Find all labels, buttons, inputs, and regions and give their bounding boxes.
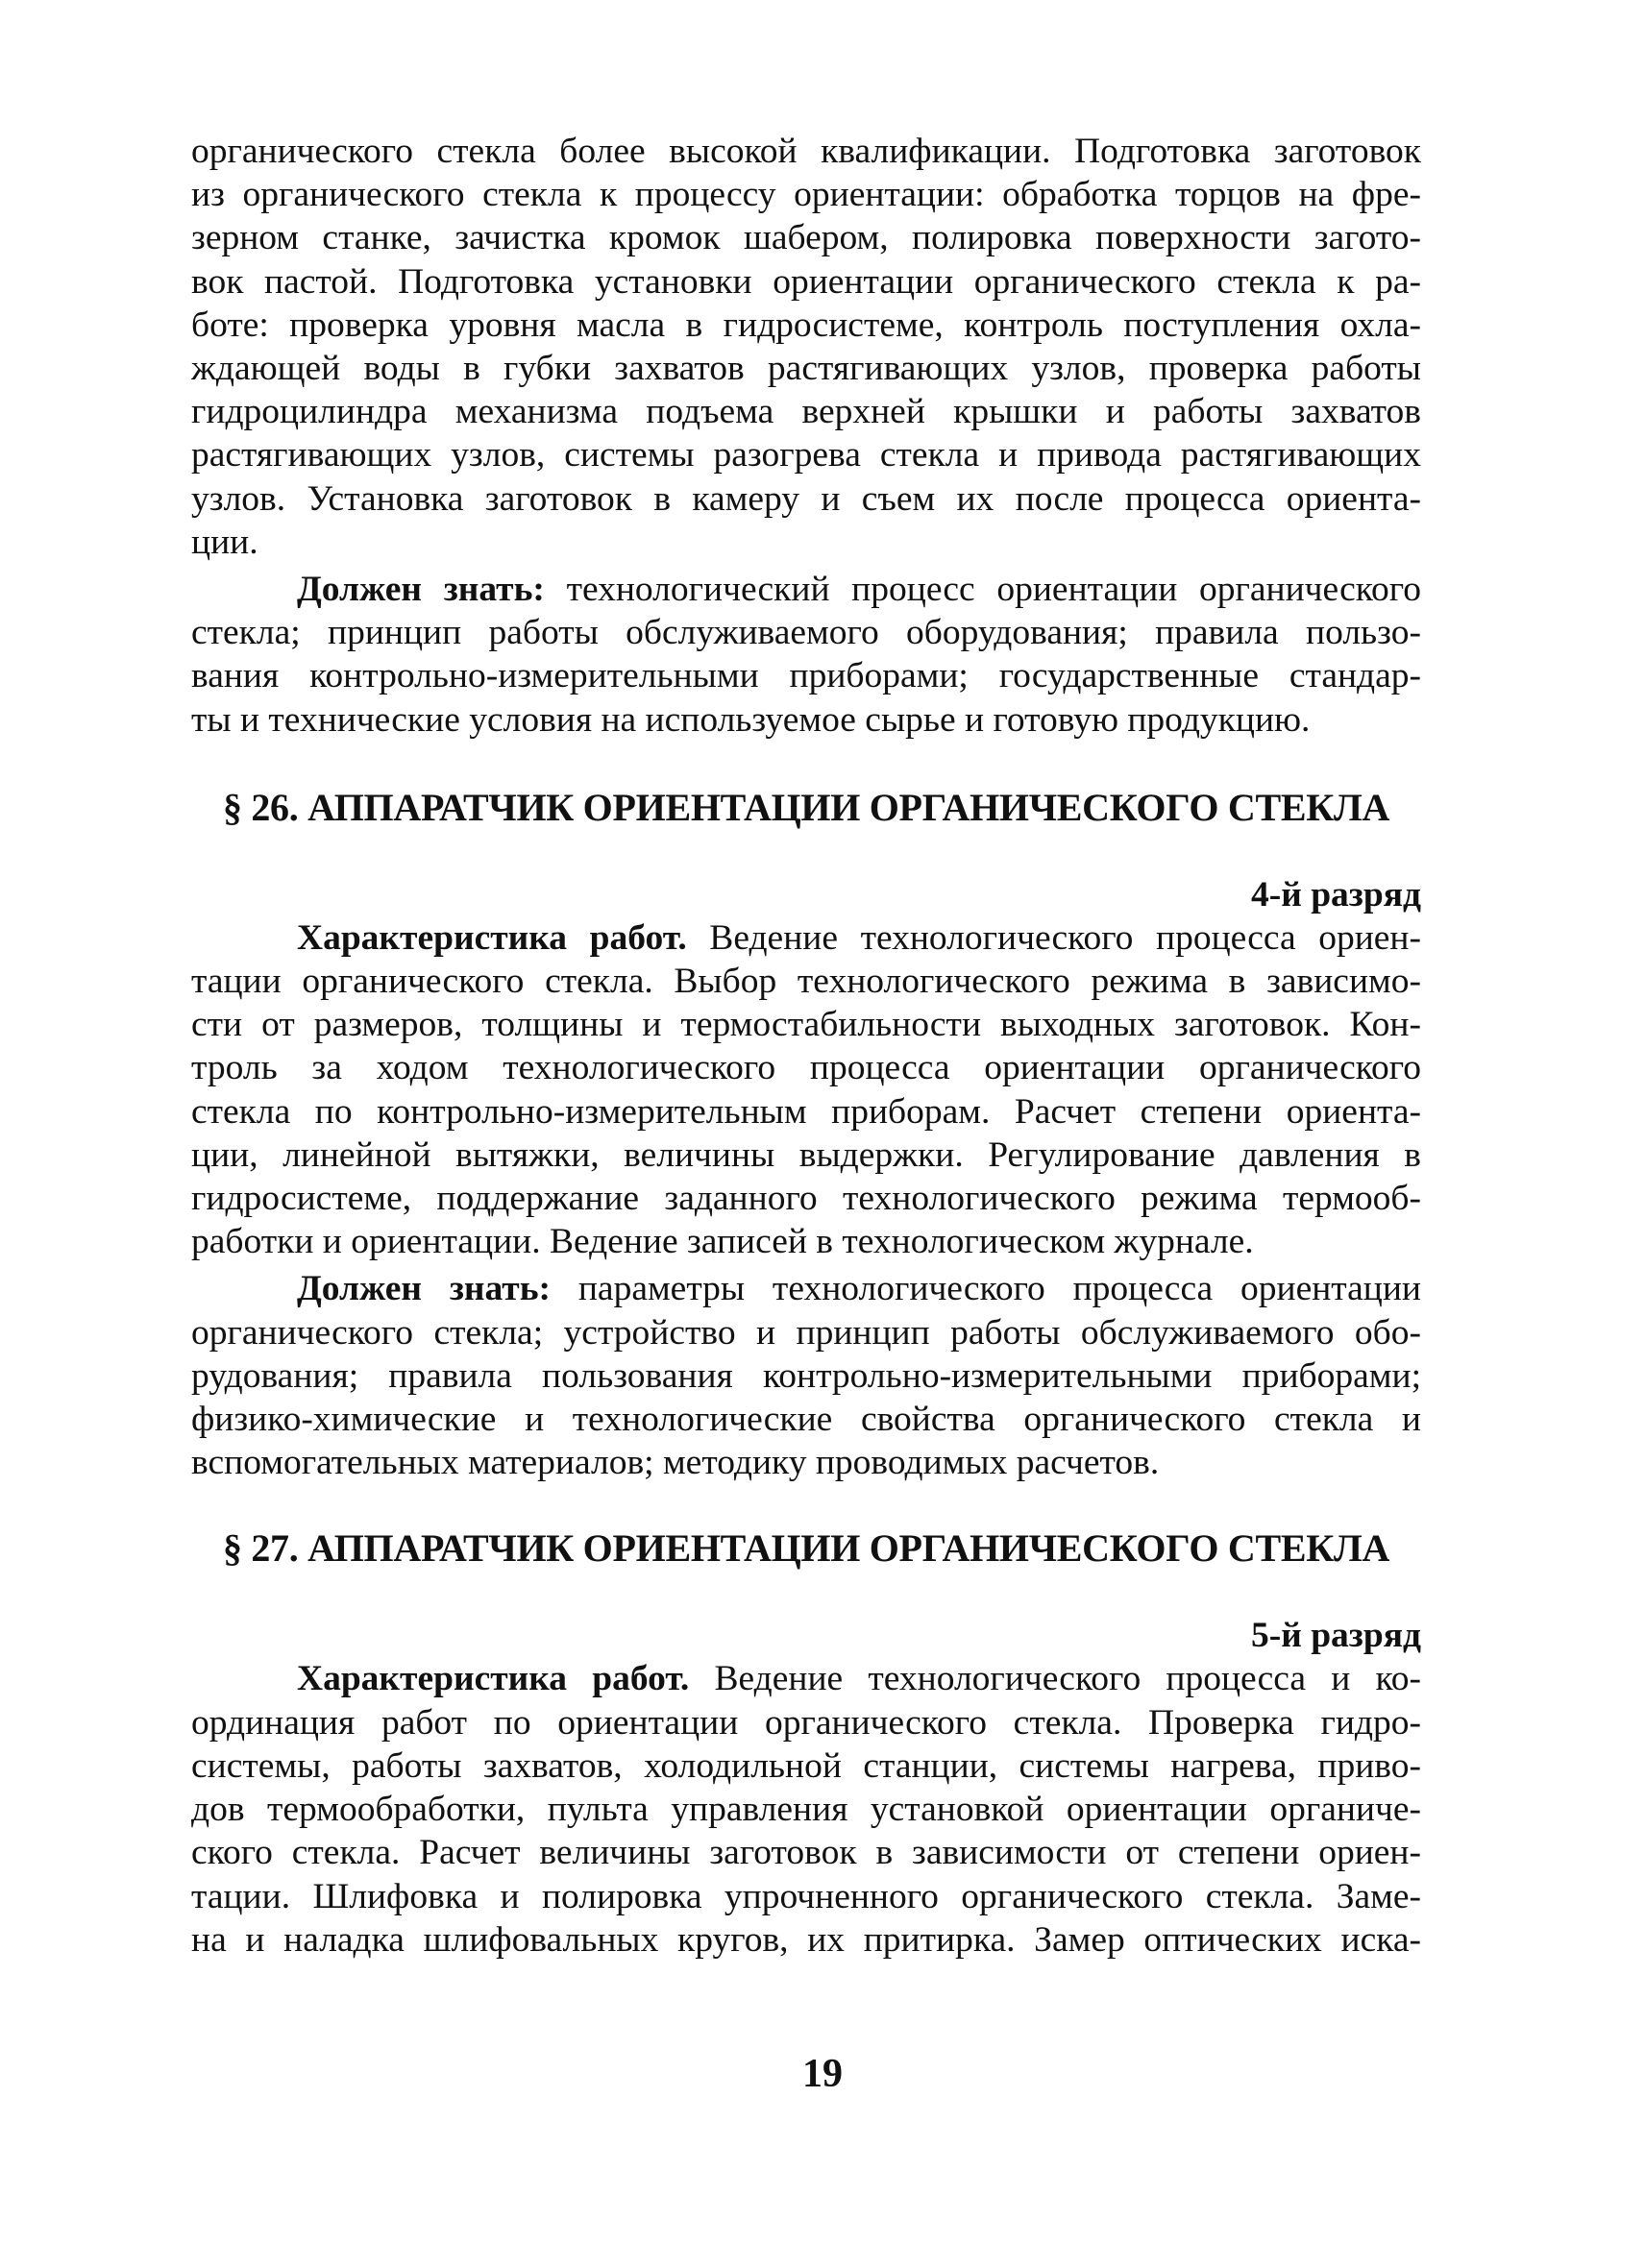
text-line: физико-химические и технологические свойства органического стекла и: [191, 1400, 1421, 1440]
characteristics-label: Характеристика работ.: [297, 917, 687, 958]
knowledge-label: Должен знать:: [297, 1269, 552, 1309]
text-line: зерном станке, зачистка кромок шабером, полировка поверхности загото-: [191, 218, 1421, 258]
text-line: на и наладка шлифовальных кругов, их притирка. Замер оптических иска-: [191, 1919, 1421, 1960]
text-line: вок пастой. Подготовка установки ориентации органического стекла к ра-: [191, 261, 1421, 302]
text-line: боте: проверка уровня масла в гидросистеме, контроль поступления охла-: [191, 305, 1421, 345]
section-26-rank: 4-й разряд: [1250, 874, 1421, 915]
text-line: [191, 568, 1421, 611]
text-line: троль за ходом технологического процесса ориентации органического: [191, 1048, 1421, 1088]
intro-paragraph: [191, 130, 1421, 564]
text-line: работки и ориентации. Ведение записей в технологическом журнале.: [191, 1222, 1254, 1262]
text-line: органического стекла более высокой квалификации. Подготовка заготовок: [191, 132, 1421, 171]
text-line: дов термообработки, пульта управления установкой ориентации органиче-: [191, 1790, 1421, 1830]
characteristics-text: Ведение технологического процесса ориен-: [686, 917, 1421, 958]
text-line: системы, работы захватов, холодильной станции, системы нагрева, приво-: [191, 1745, 1421, 1786]
section-27-characteristics: [191, 1657, 1421, 1961]
knowledge-text: параметры технологического процесса ориентации: [551, 1269, 1421, 1309]
section-26-knowledge: [191, 1267, 1421, 1484]
page-body: [191, 130, 1421, 1962]
section-27-rank: 5-й разряд: [1250, 1616, 1421, 1656]
knowledge-label: Должен знать:: [297, 570, 545, 610]
page-number: 19: [802, 2052, 843, 2096]
text-line: [191, 916, 1421, 960]
text-line: ты и технические условия на используемое сырье и готовую продукцию.: [191, 699, 1311, 740]
text-line: стекла по контрольно-измерительным приборам. Расчет степени ориента-: [191, 1091, 1421, 1132]
text-line: [191, 1657, 1421, 1700]
text-line: ского стекла. Расчет величины заготовок в зависимости от степени ориен-: [191, 1833, 1421, 1873]
text-line: ции.: [191, 522, 258, 562]
text-line: узлов. Установка заготовок в камеру и съем их после процесса ориента-: [191, 478, 1421, 519]
knowledge-text: технологический процесс ориентации органического: [544, 570, 1421, 610]
text-line: рудования; правила пользования контрольно-измерительными приборами;: [191, 1355, 1421, 1396]
text-line: органического стекла; устройство и принцип работы обслуживаемого обо-: [191, 1312, 1421, 1353]
text-line: ции, линейной вытяжки, величины выдержки. Регулирование давления в: [191, 1134, 1421, 1175]
section-27-title: § 27. АППАРАТЧИК ОРИЕНТАЦИИ ОРГАНИЧЕСКОГО СТЕКЛА: [222, 1526, 1390, 1571]
section-26-characteristics: [191, 916, 1421, 1264]
text-line: из органического стекла к процессу ориентации: обработка торцов на фре-: [191, 175, 1421, 215]
text-line: растягивающих узлов, системы разогрева стекла и привода растягивающих: [191, 435, 1421, 476]
intro-knowledge-paragraph: [191, 568, 1421, 742]
text-line: гидроцилиндра механизма подъема верхней крышки и работы захватов: [191, 392, 1421, 432]
text-line: тации. Шлифовка и полировка упрочненного органического стекла. Заме-: [191, 1876, 1421, 1916]
text-line: ждающей воды в губки захватов растягивающих узлов, проверка работы: [191, 349, 1421, 389]
text-line: гидросистеме, поддержание заданного технологического режима термооб-: [191, 1179, 1421, 1219]
text-line: вспомогательных материалов; методику проводимых расчетов.: [191, 1443, 1160, 1483]
characteristics-label: Характеристика работ.: [297, 1659, 690, 1699]
text-line: стекла; принцип работы обслуживаемого оборудования; правила пользо-: [191, 613, 1421, 653]
text-line: вания контрольно-измерительными приборами; государственные стандар-: [191, 656, 1421, 696]
text-line: тации органического стекла. Выбор технологического режима в зависимо-: [191, 962, 1421, 1002]
characteristics-text: Ведение технологического процесса и ко-: [689, 1659, 1421, 1699]
text-line: ординация работ по ориентации органического стекла. Проверка гидро-: [191, 1702, 1421, 1743]
text-line: сти от размеров, толщины и термостабильности выходных заготовок. Кон-: [191, 1005, 1421, 1045]
section-26-title: § 26. АППАРАТЧИК ОРИЕНТАЦИИ ОРГАНИЧЕСКОГО СТЕКЛА: [222, 785, 1390, 829]
text-line: [191, 1267, 1421, 1310]
